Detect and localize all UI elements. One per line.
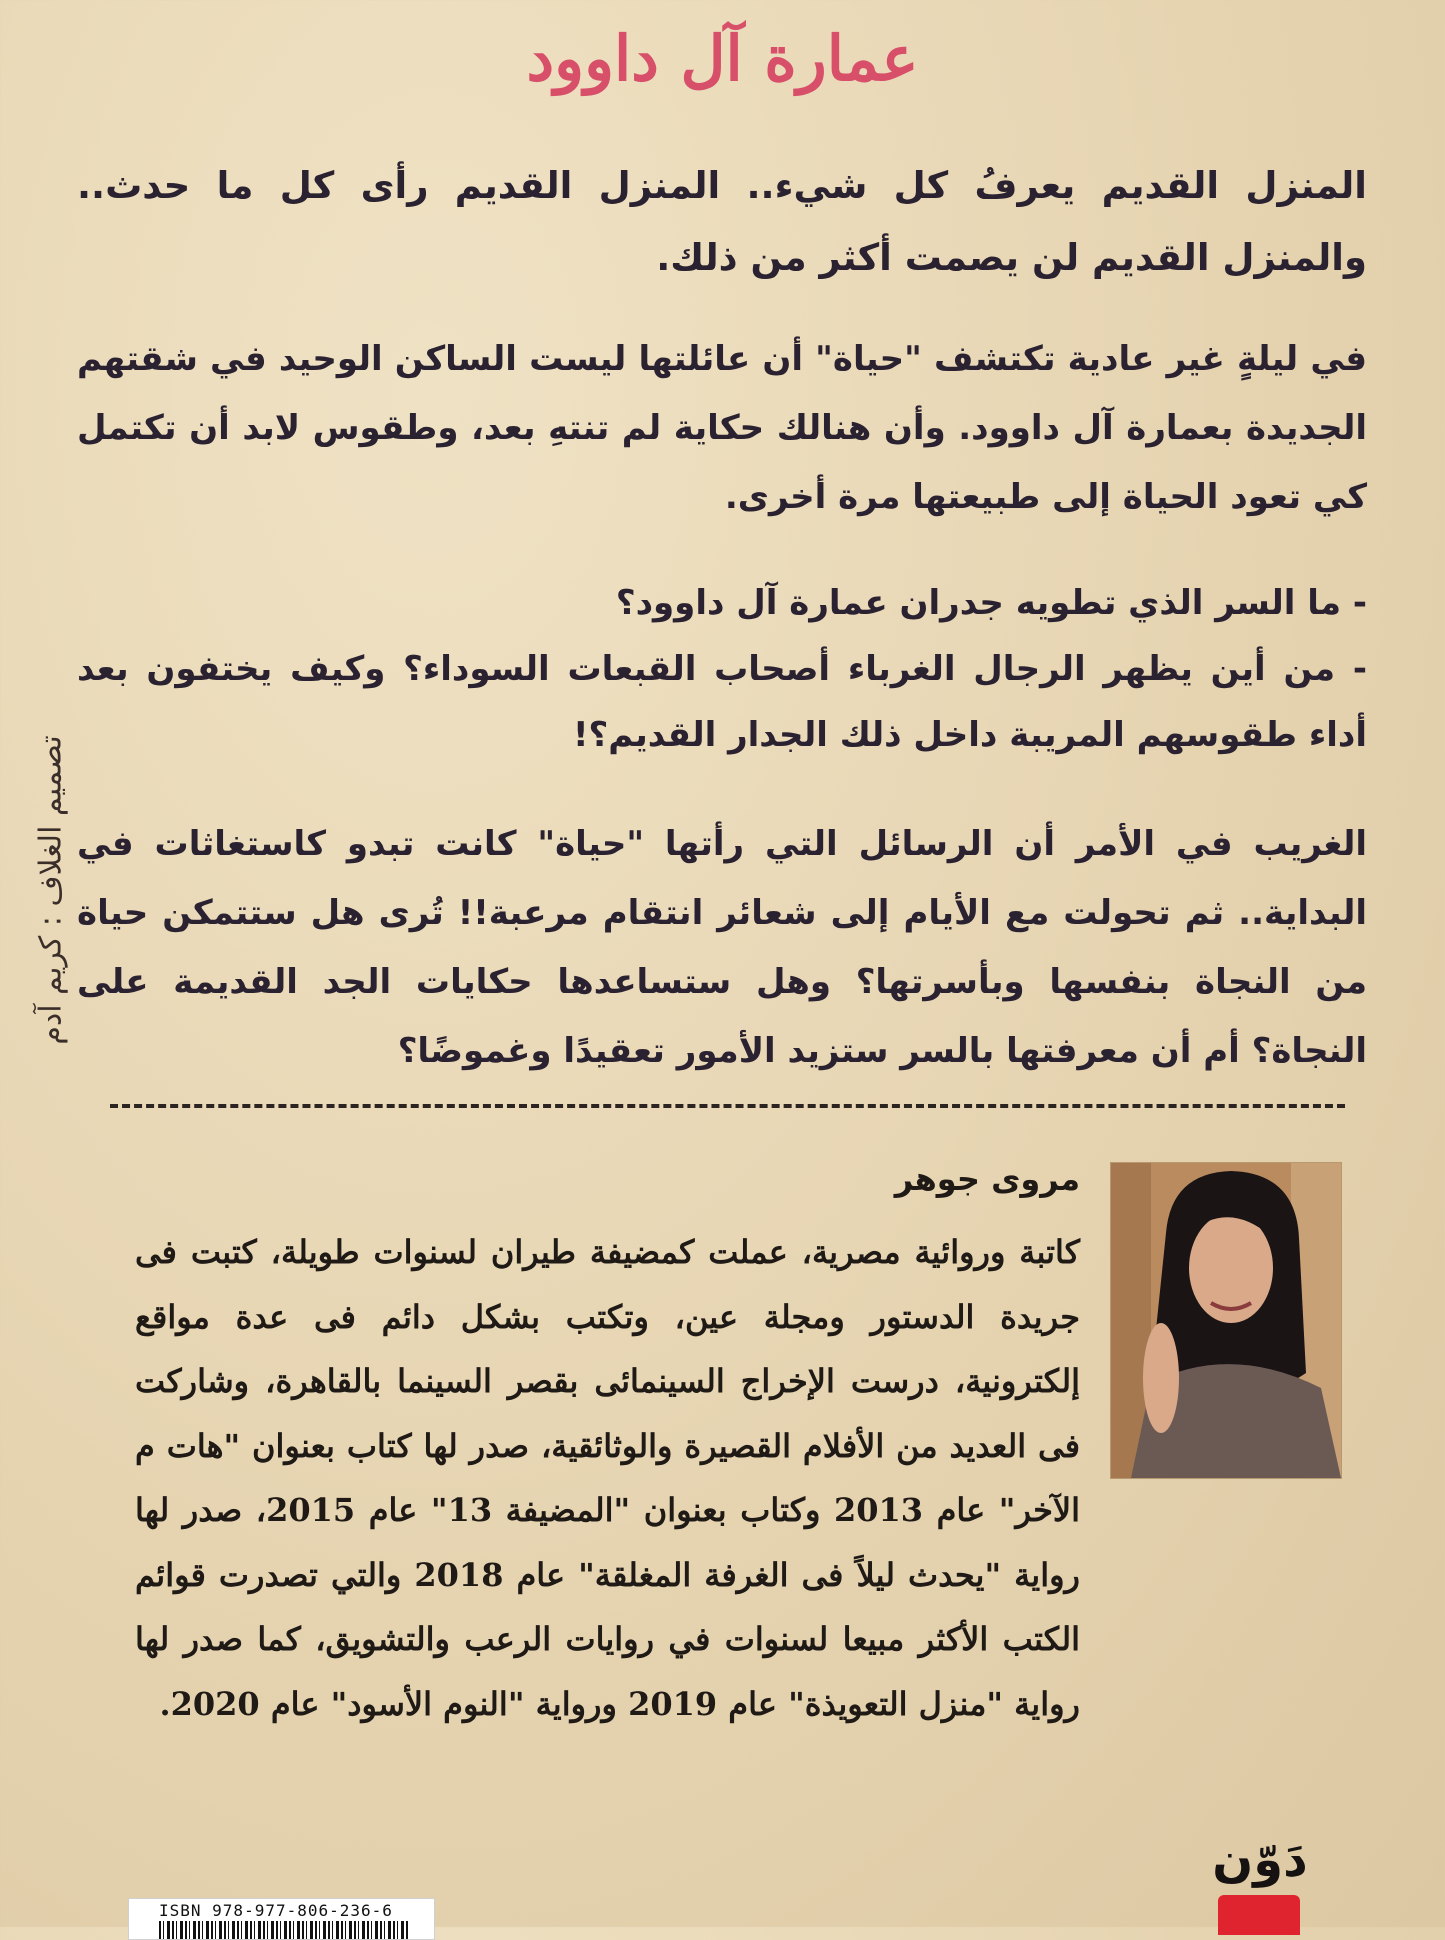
book-title: عمارة آل داوود (526, 22, 919, 95)
dashed-divider (110, 1104, 1345, 1108)
teaser-paragraph (77, 810, 1367, 1086)
cover-credit-text: تصميم الغلاف : كريم آدم (33, 735, 69, 1045)
publisher-logo-mark (1218, 1895, 1300, 1935)
author-bio (135, 1220, 1080, 1736)
question-item: - ما السر الذي تطويه جدران عمارة آل داوود؟ (615, 583, 1367, 623)
author-photo (1110, 1162, 1342, 1479)
synopsis-text: في ليلةٍ غير عادية تكتشف "حياة" أن عائلتها ليست الساكن الوحيد في شقتهم الجديدة بعمارة آل داوود. وأن هنالك حكاية لم تنتهِ بعد، وطقوس لابد أن تكتمل كي تعود الحياة إلى طبيعتها مرة أخرى. (77, 339, 1367, 517)
question-item: - من أين يظهر الرجال الغرباء أصحاب القبعات السوداء؟ وكيف يختفون بعد أداء طقوسهم المريبة داخل ذلك الجدار القديم؟! (77, 649, 1367, 755)
questions-list (77, 570, 1367, 768)
intro-paragraph (77, 150, 1367, 294)
author-name: مروى جوهر (894, 1160, 1080, 1198)
intro-text: المنزل القديم يعرفُ كل شيء.. المنزل القديم رأى كل ما حدث.. والمنزل القديم لن يصمت أكثر من ذلك. (77, 164, 1367, 279)
teaser-text: الغريب في الأمر أن الرسائل التي رأتها "حياة" كانت تبدو كاستغاثات في البداية.. ثم تحولت مع الأيام إلى شعائر انتقام مرعبة!! تُرى هل ستتمكن حياة من النجاة بنفسها وبأسرتها؟ وهل ستساعدها حكايات الجد القديمة على النجاة؟ أم أن معرفتها بالسر ستزيد الأمور تعقيدًا وغموضًا؟ (77, 824, 1367, 1071)
author-portrait-illustration (1111, 1163, 1341, 1478)
synopsis-paragraph (77, 325, 1367, 532)
barcode-bars (159, 1921, 409, 1939)
publisher-logo: دَوّن (1212, 1832, 1308, 1888)
isbn-text: ISBN 978-977-806-236-6 (159, 1901, 393, 1920)
isbn-barcode (128, 1898, 435, 1940)
cover-credit (16, 680, 86, 1100)
author-bio-text: كاتبة وروائية مصرية، عملت كمضيفة طيران لسنوات طويلة، كتبت فى جريدة الدستور ومجلة عين، وتكتب بشكل دائم فى عدة مواقع إلكترونية، درست الإخراج السينمائى بقصر السينما بالقاهرة، وشاركت فى العديد من الأفلام القصيرة والوثائقية، صدر لها كتاب بعنوان "هات م الآخر" عام 2013 وكتاب بعنوان "المضيفة 13" عام 2015، صدر لها رواية "يحدث ليلاً فى الغرفة المغلقة" عام 2018 والتي تصدرت قوائم الكتب الأكثر مبيعا لسنوات في روايات الرعب والتشويق، كما صدر لها رواية "منزل التعويذة" عام 2019 ورواية "النوم الأسود" عام 2020. (135, 1233, 1081, 1723)
